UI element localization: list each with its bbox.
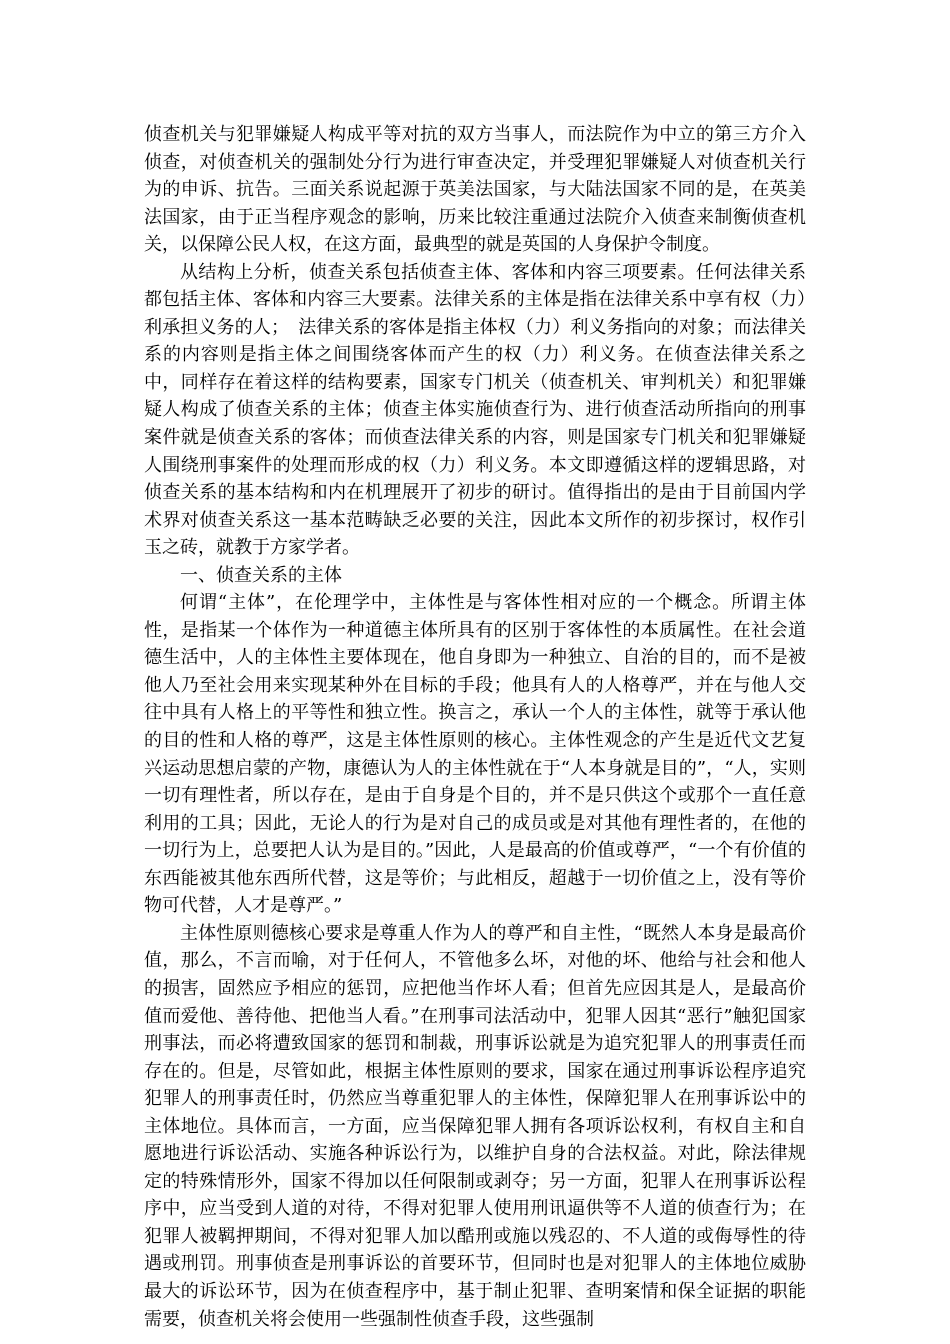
paragraph-subjectivity-principle: 主体性原则德核心要求是尊重人作为人的尊严和自主性，“既然人本身是最高价值，那么，不言而喻，对于任何人，不管他多么坏，对他的坏、他给与社会和他人的损害，固然应予相应的惩罚，应把他当作坏人看；但首先应因其是人，是最高价值而爱他、善待他、把他当人看。”在刑事司法活动中，犯罪人因其“恶行”触犯国家刑事法，而必将遭致国家的惩罚和制裁，刑事诉讼就是为追究犯罪人的刑事责任而存在的。但是，尽管如此，根据主体性原则的要求，国家在通过刑事诉讼程序追究犯罪人的刑事责任时，仍然应当尊重犯罪人的主体性，保障犯罪人在刑事诉讼中的主体地位。具体而言，一方面，应当保障犯罪人拥有各项诉讼权利，有权自主和自愿地进行诉讼活动、实施各种诉讼行为，以维护自身的合法权益。对此，除法律规定的特殊情形外，国家不得加以任何限制或剥夺；另一方面，犯罪人在刑事诉讼程序中，应当受到人道的对待，不得对犯罪人使用刑讯逼供等不人道的侦查行为；在犯罪人被羁押期间，不得对犯罪人加以酷刑或施以残忍的、不人道的或侮辱性的待遇或刑罚。刑事侦查是刑事诉讼的首要环节，但同时也是对犯罪人的主体地位威胁最大的诉讼环节，因为在侦查程序中，基于制止犯罪、查明案情和保全证据的职能需要，侦查机关将会使用一些强制性侦查手段，这些强制 (144, 922, 806, 1330)
paragraph-structure-analysis: 从结构上分析，侦查关系包括侦查主体、客体和内容三项要素。任何法律关系都包括主体、客体和内容三大要素。法律关系的主体是指在法律关系中享有权（力）利承担义务的人； 法律关系的客体是指主体权（力）利义务指向的对象；而法律关系的内容则是指主体之间围绕客体而产生的权（力）利义务。在侦查法律关系之中，同样存在着这样的结构要素，国家专门机关（侦查机关、审判机关）和犯罪嫌疑人构成了侦查关系的主体；侦查主体实施侦查行为、进行侦查活动所指向的刑事案件就是侦查关系的客体；而侦查法律关系的内容，则是国家专门机关和犯罪嫌疑人围绕刑事案件的处理而形成的权（力）利义务。本文即遵循这样的逻辑思路，对侦查关系的基本结构和内在机理展开了初步的研讨。值得指出的是由于目前国内学术界对侦查关系这一基本范畴缺乏必要的关注，因此本文所作的初步探讨，权作引玉之砖，就教于方家学者。 (144, 261, 806, 559)
section-heading: 一、侦查关系的主体 (180, 564, 342, 586)
paragraph-continuation: 侦查机关与犯罪嫌疑人构成平等对抗的双方当事人，而法院作为中立的第三方介入侦查，对侦查机关的强制处分行为进行审查决定，并受理犯罪嫌疑人对侦查机关行为的申诉、抗告。三面关系说起源于英美法国家，与大陆法国家不同的是，在英美法国家，由于正当程序观念的影响，历来比较注重通过法院介入侦查来制衡侦查机关，以保障公民人权，在这方面，最典型的就是英国的人身保护令制度。 (144, 124, 806, 256)
paragraph-subjectivity: 何谓“主体”，在伦理学中，主体性是与客体性相对应的一个概念。所谓主体性，是指某一个体作为一种道德主体所具有的区别于客体性的本质属性。在社会道德生活中，人的主体性主要体现在，他自身即为一种独立、自治的目的，而不是被他人乃至社会用来实现某种外在目标的手段；他具有人的人格尊严，并在与他人交往中具有人格上的平等性和独立性。换言之，承认一个人的主体性，就等于承认他的目的性和人格的尊严，这是主体性原则的核心。主体性观念的产生是近代文艺复兴运动思想启蒙的产物，康德认为人的主体性就在于“人本身就是目的”，“人，实则一切有理性者，所以存在，是由于自身是个目的，并不是只供这个或那个一直任意利用的工具；因此，无论人的行为是对自己的成员或是对其他有理性者的，在他的一切行为上，总要把人认为是目的。”因此，人是最高的价值或尊严，“一个有价值的东西能被其他东西所代替，这是等价；与此相反，超越于一切价值之上，没有等价物可代替，人才是尊严。” (144, 592, 806, 917)
document-body (144, 121, 806, 1333)
